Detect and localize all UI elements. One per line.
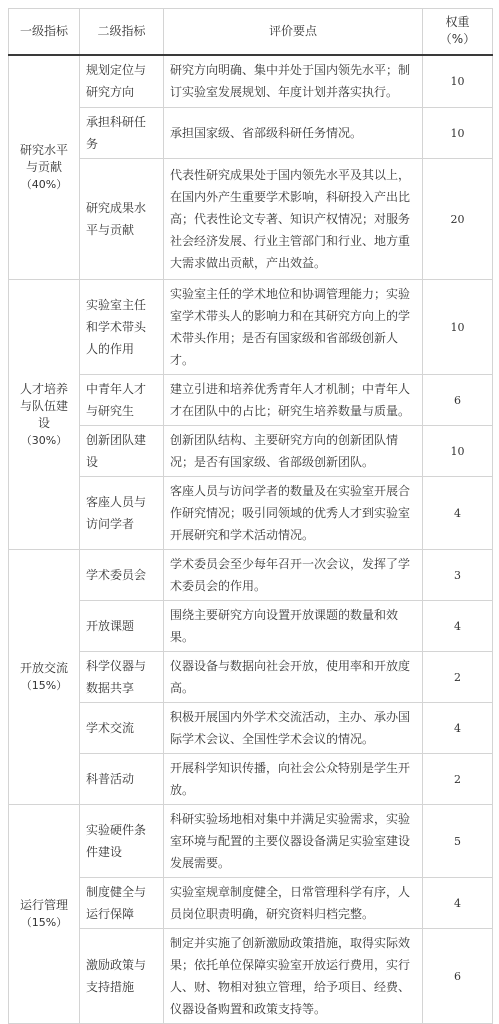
level1-name: 设 xyxy=(37,415,50,430)
weight-cell: 10 xyxy=(423,426,493,477)
weight-cell: 6 xyxy=(423,375,493,426)
level2-cell: 制度健全与运行保障 xyxy=(80,878,164,929)
points-cell: 研究方向明确、集中并处于国内领先水平；制订实验室发展规划、年度计划并落实执行。 xyxy=(164,55,423,108)
header-level2: 二级指标 xyxy=(80,9,164,55)
table-row xyxy=(9,703,493,754)
level1-cell xyxy=(9,280,80,550)
weight-cell: 3 xyxy=(423,550,493,601)
weight-cell: 4 xyxy=(423,477,493,550)
table-row xyxy=(9,55,493,108)
points-cell: 创新团队结构、主要研究方向的创新团队情况；是否有国家级、省部级创新团队。 xyxy=(164,426,423,477)
level2-cell: 实验室主任和学术带头人的作用 xyxy=(80,280,164,375)
weight-cell: 2 xyxy=(423,754,493,805)
level1-percent: （15%） xyxy=(20,679,68,692)
points-cell: 开展科学知识传播，向社会公众特别是学生开放。 xyxy=(164,754,423,805)
weight-cell: 5 xyxy=(423,805,493,878)
header-weight-unit: （%） xyxy=(439,32,476,47)
table-row xyxy=(9,652,493,703)
points-cell: 制定并实施了创新激励政策措施，取得实际效果；依托单位保障实验室开放运行费用，实行人、财、物相对独立管理，给予项目、经费、仪器设备购置和政策支持等。 xyxy=(164,929,423,1024)
table-row xyxy=(9,426,493,477)
evaluation-table xyxy=(8,8,493,1024)
table-row xyxy=(9,601,493,652)
header-points: 评价要点 xyxy=(164,9,423,55)
points-cell: 建立引进和培养优秀青年人才机制；中青年人才在团队中的占比；研究生培养数量与质量。 xyxy=(164,375,423,426)
points-cell: 承担国家级、省部级科研任务情况。 xyxy=(164,108,423,159)
points-cell: 仪器设备与数据向社会开放，使用率和开放度高。 xyxy=(164,652,423,703)
weight-cell: 6 xyxy=(423,929,493,1024)
level2-cell: 科普活动 xyxy=(80,754,164,805)
weight-cell: 10 xyxy=(423,280,493,375)
level2-cell: 学术交流 xyxy=(80,703,164,754)
table-row xyxy=(9,375,493,426)
level1-name: 与贡献 xyxy=(25,159,62,174)
level1-name: 与队伍建 xyxy=(19,398,68,413)
weight-cell: 10 xyxy=(423,108,493,159)
level2-cell: 中青年人才与研究生 xyxy=(80,375,164,426)
level2-cell: 科学仪器与数据共享 xyxy=(80,652,164,703)
table-row xyxy=(9,878,493,929)
points-cell: 实验室主任的学术地位和协调管理能力；实验室学术带头人的影响力和在其研究方向上的学术带头作用；是否有国家级和省部级创新人才。 xyxy=(164,280,423,375)
table-row xyxy=(9,108,493,159)
level2-cell: 客座人员与访问学者 xyxy=(80,477,164,550)
level2-cell: 研究成果水平与贡献 xyxy=(80,159,164,280)
level2-cell: 规划定位与研究方向 xyxy=(80,55,164,108)
points-cell: 学术委员会至少每年召开一次会议，发挥了学术委员会的作用。 xyxy=(164,550,423,601)
level1-name: 运行管理 xyxy=(19,898,68,912)
level2-cell: 实验硬件条件建设 xyxy=(80,805,164,878)
level2-cell: 激励政策与支持措施 xyxy=(80,929,164,1024)
table-row xyxy=(9,754,493,805)
weight-cell: 4 xyxy=(423,703,493,754)
table-row xyxy=(9,477,493,550)
level1-cell xyxy=(9,55,80,280)
weight-cell: 10 xyxy=(423,55,493,108)
level1-percent: （15%） xyxy=(20,916,68,929)
table-row xyxy=(9,929,493,1024)
points-cell: 客座人员与访问学者的数量及在实验室开展合作研究情况；吸引同领域的优秀人才到实验室开展研究和学术活动情况。 xyxy=(164,477,423,550)
points-cell: 科研实验场地相对集中并满足实验需求，实验室环境与配置的主要仪器设备满足实验室建设发展需要。 xyxy=(164,805,423,878)
points-cell: 代表性研究成果处于国内领先水平及其以上，在国内外产生重要学术影响，科研投入产出比高；代表性论文专著、知识产权情况；对服务社会经济发展、行业主管部门和行业、地方重大需求做出贡献，产出效益。 xyxy=(164,159,423,280)
table-row xyxy=(9,550,493,601)
level2-cell: 开放课题 xyxy=(80,601,164,652)
level1-name: 开放交流 xyxy=(19,661,68,675)
level2-cell: 承担科研任务 xyxy=(80,108,164,159)
table-row xyxy=(9,280,493,375)
level1-cell xyxy=(9,805,80,1024)
weight-cell: 4 xyxy=(423,601,493,652)
weight-cell: 4 xyxy=(423,878,493,929)
weight-cell: 20 xyxy=(423,159,493,280)
points-cell: 实验室规章制度健全，日常管理科学有序，人员岗位职责明确，研究资料归档完整。 xyxy=(164,878,423,929)
level1-name: 研究水平 xyxy=(19,142,68,157)
table-row xyxy=(9,805,493,878)
level1-percent: （30%） xyxy=(20,433,68,447)
table-header-row xyxy=(9,9,493,55)
points-cell: 围绕主要研究方向设置开放课题的数量和效果。 xyxy=(164,601,423,652)
level2-cell: 学术委员会 xyxy=(80,550,164,601)
level1-name: 人才培养 xyxy=(19,381,68,396)
table-row xyxy=(9,159,493,280)
header-weight-label: 权重 xyxy=(445,15,470,30)
points-cell: 积极开展国内外学术交流活动，主办、承办国际学术会议、全国性学术会议的情况。 xyxy=(164,703,423,754)
header-level1: 一级指标 xyxy=(9,9,80,55)
header-weight xyxy=(423,9,493,55)
level2-cell: 创新团队建设 xyxy=(80,426,164,477)
weight-cell: 2 xyxy=(423,652,493,703)
level1-cell xyxy=(9,550,80,805)
level1-percent: （40%） xyxy=(20,177,68,191)
